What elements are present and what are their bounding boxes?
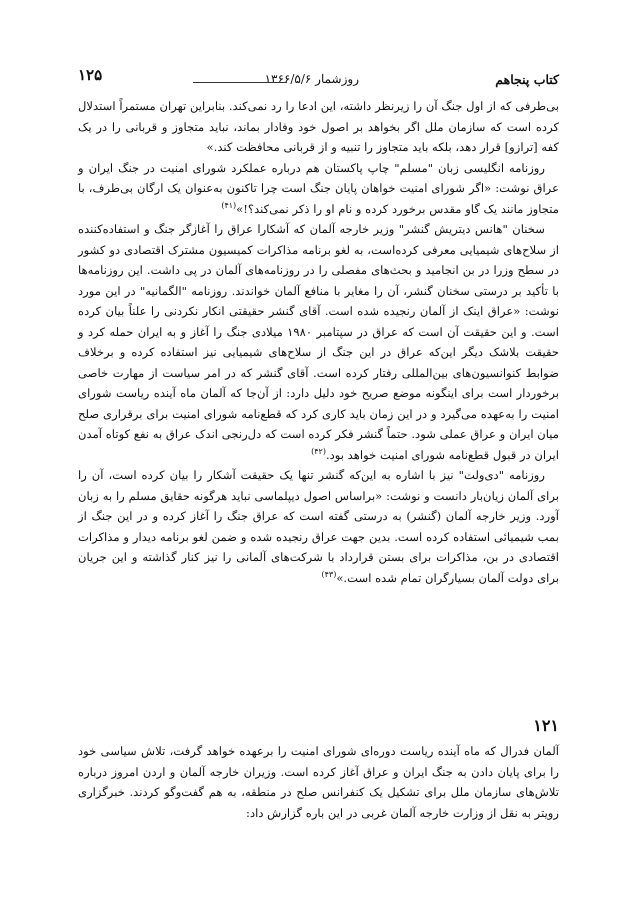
- paragraph-text: روزنامه انگلیسی زبان "مسلم" چاپ پاکستان هم درباره عملکرد شورای امنیت در جنگ ایران و عراق نوشت: «اگر شورای امنیت خواهان پایان جنگ است چرا تاکنون به‌عنوان یک ارگان بی‌طرف، با متجاوز مانند یک گاو مقدس برخورد کرده و نام او را ذکر نمی‌کند؟!»: [78, 160, 559, 216]
- main-text: [78, 96, 559, 588]
- paragraph: [78, 219, 559, 465]
- diary-date: روزشمار ۱۳۶۶/۵/۶: [264, 72, 359, 86]
- paragraph: [78, 741, 559, 823]
- paragraph: [78, 158, 559, 220]
- paragraph-text: روزنامه "دی‌ولت" نیز با اشاره به این‌که گنشر تنها یک حقیقت آشکار را بیان کرده است، آن را برای آلمان زیان‌بار دانست و نوشت: «براساس اصول دیپلماسی نباید هرگونه حقایق مسلم را به زبان آورد. وزیر خارجه آلمان (گنشر) به درستی گفته است که عراق جنگ را آغاز کرده و در این جنگ از بمب شیمیائی استفاده کرده است. بدین جهت عراق رنجیده شده و ضمن لغو برنامه دیدار و مذاکرات اقتصادی در بن، مذاکرات برای بستن قرارداد با شرکت‌های آلمانی را نیز کنار گذاشته و این جریان برای دولت آلمان بسیارگران تمام شده است.»: [78, 468, 559, 585]
- paragraph-text: بی‌طرفی که از اول جنگ آن را زیرنظر داشته، این ادعا را رد نمی‌کند. بنابراین تهران مستمراً استدلال کرده است که سازمان ملل اگر بخواهد بر اصول خود وفادار بماند، نباید متجاوز و قربانی را در یک کفه [ترازو] قرار دهد، بلکه باید متجاوز را تنبیه و از قربانی محافظت کند.»: [78, 99, 559, 154]
- book-title: کتاب پنجاهم: [495, 72, 559, 87]
- paragraph: [78, 465, 559, 588]
- page-number: ۱۲۵: [78, 66, 103, 84]
- paragraph: [78, 96, 559, 158]
- footnote-marker: (۴۲): [311, 446, 326, 456]
- paragraph-text: آلمان فدرال که ماه آینده ریاست دوره‌ای شورای امنیت را برعهده خواهد گرفت، تلاش سیاسی خود را برای پایان دادن به جنگ ایران و عراق آغاز کرده است. وزیران خارجه آلمان و اردن امروز درباره تلاش‌های سازمان ملل برای تشکیل یک کنفرانس صلح در منطقه، به هم گفت‌وگو کردند. خبرگزاری رویتر به نقل از وزارت خارجه آلمان غربی در این باره گزارش داد:: [78, 744, 559, 820]
- footnote-marker: (۴۱): [221, 200, 237, 210]
- paragraph-text: سخنان "هانس دیتریش گنشر" وزیر خارجه آلمان که آشکارا عراق را آغازگر جنگ و استفاده‌کننده از سلاح‌های شیمیایی معرفی کرده‌است، به لغو برنامه مذاکرات کمیسیون مشترک اقتصادی دو کشور در سطح وزرا در بن انجامید و بحث‌های مفصلی را در روزنامه‌های آلمان در پی داشت. این روزنامه‌ها با تأکید بر درستی سخنان گنشر، آن را مغایر با منافع آلمان خواندند. روزنامه "الگمانیه" در این مورد نوشت: «عراق اینک از آلمان رنجیده شده است. آقای گنشر حقیقتی انکار نکردنی را علناً بیان کرده است. و این حقیقت آن است که عراق در سپتامبر ۱۹۸۰ میلادی جنگ را آغاز و به ایران حمله کرد و حقیقت بلاشک دیگر این‌که عراق در این جنگ از سلاح‌های شیمیایی نیز استفاده کرده و برخلاف ضوابط کنوانسیون‌های بین‌المللی رفتار کرده است. آقای گنشر که در امر سیاست از مهارت خاصی برخوردار است برای اینگونه موضع صریح خود دلیل دارد: از آن‌جا که آلمان ماه آینده ریاست شورای امنیت را به‌عهده می‌گیرد و در این زمان باید کاری کرد که قطع‌نامه شورای امنیت برای برقراری صلح میان ایران و عراق عملی شود. حتماً گنشر فکر کرده است که دل‌رنجی اندک عراق به نفع کوتاه آمدن ایران در قبول قطع‌نامه شورای امنیت خواهد بود.: [78, 222, 559, 462]
- page-header: [78, 66, 559, 90]
- header-rule: [193, 82, 287, 83]
- entry-number: ۱۲۱: [533, 716, 559, 735]
- footnote-marker: (۴۳): [321, 569, 337, 579]
- entry-text: [78, 741, 559, 823]
